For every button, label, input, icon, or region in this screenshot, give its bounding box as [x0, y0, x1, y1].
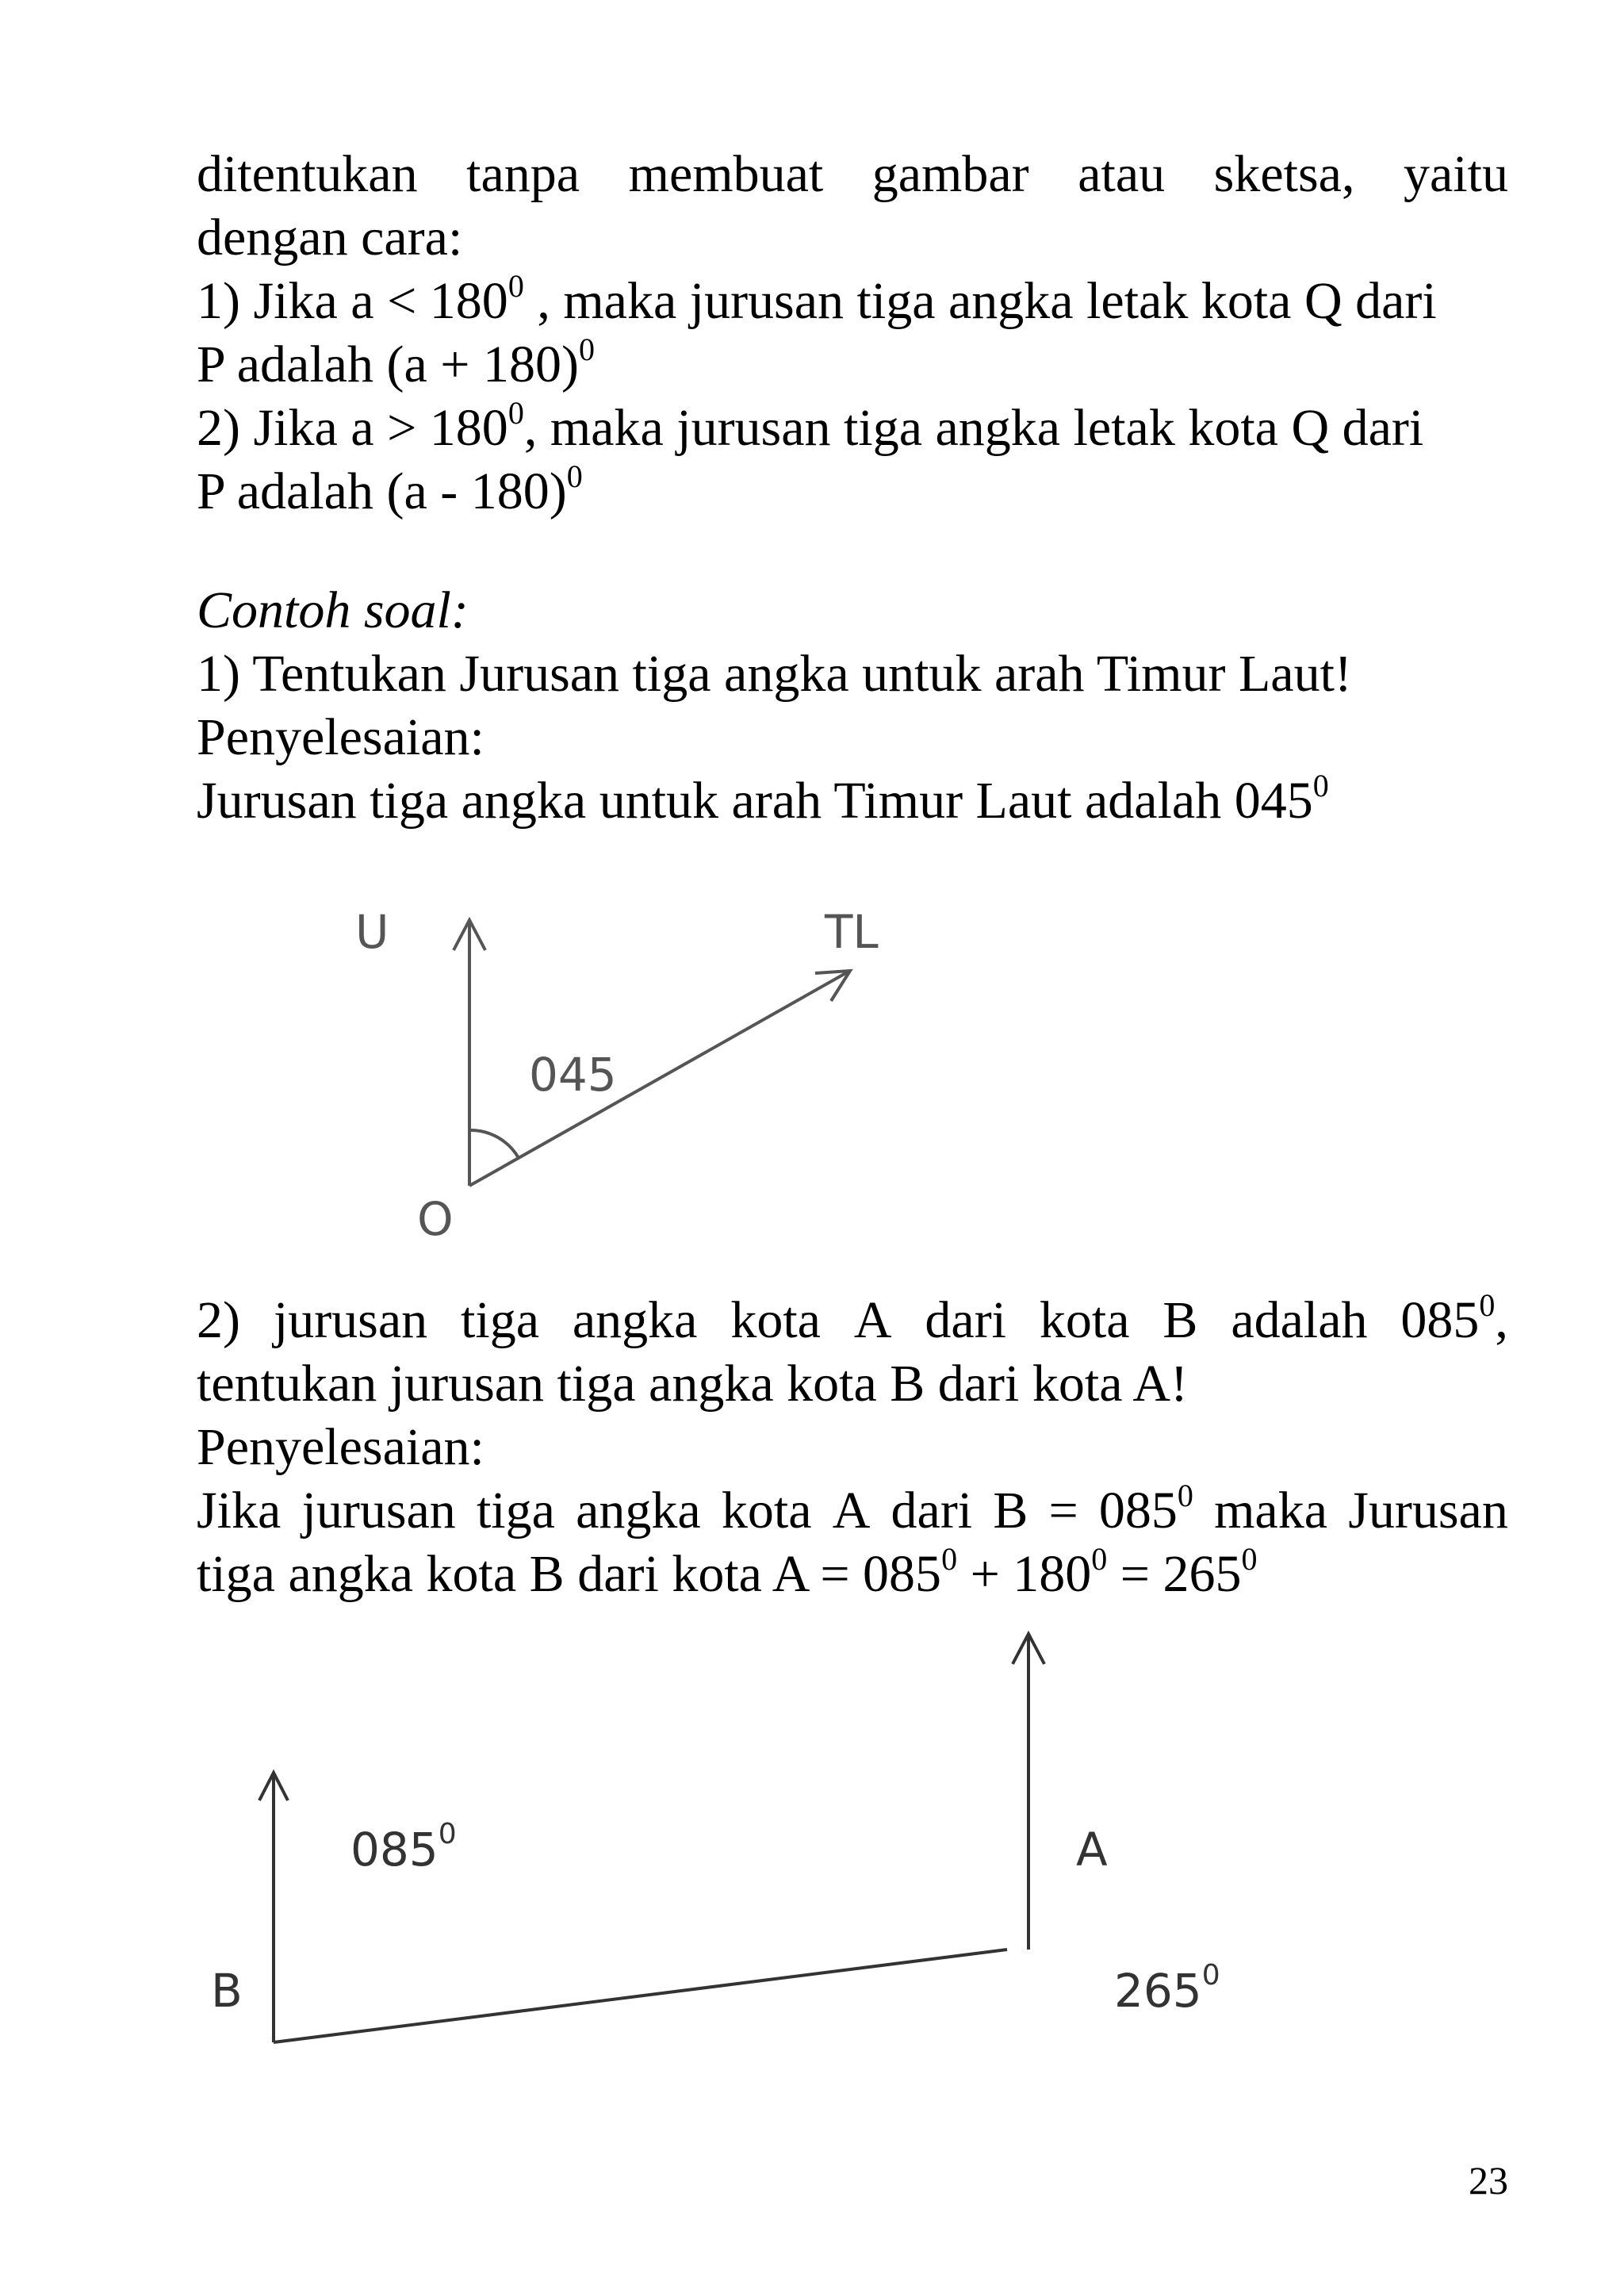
example-heading: Contoh soal: — [197, 581, 469, 639]
word: yaitu — [1403, 145, 1508, 203]
word: = — [1048, 1482, 1078, 1539]
rule-2-text-cont: , maka jurusan tiga angka letak kota Q dari — [523, 399, 1424, 457]
angle-label: 045 — [529, 1048, 617, 1102]
degree-sup: 0 — [1091, 1541, 1108, 1577]
word: tiga — [461, 1291, 539, 1349]
bearing-number: 085 — [1098, 1482, 1178, 1539]
word: sketsa, — [1213, 145, 1355, 203]
degree-sup: 0 — [566, 458, 583, 494]
angle-b-label — [350, 1818, 457, 1877]
angle-a-value: 265 — [1114, 1964, 1202, 2018]
word: jurusan — [301, 1482, 456, 1539]
northeast-label: TL — [825, 905, 879, 959]
page-number: 23 — [1469, 2158, 1508, 2203]
rule-2-result: P adalah (a - 180) — [197, 462, 567, 520]
word: adalah — [1231, 1291, 1368, 1349]
origin-label: O — [417, 1192, 454, 1246]
angle-b-degree: 0 — [438, 1818, 457, 1850]
rule-2-text: 2) Jika a > 180 — [197, 399, 508, 457]
degree-sup: 0 — [1241, 1541, 1258, 1577]
word: angka — [576, 1482, 701, 1539]
rule-1-text: 1) Jika a < 180 — [197, 272, 508, 330]
word: Jika — [197, 1482, 282, 1539]
word: A — [832, 1482, 871, 1539]
word: gambar — [871, 145, 1029, 203]
word: ditentukan — [197, 145, 418, 203]
degree-sup: 0 — [1479, 1287, 1496, 1323]
answer-text: tiga angka kota B dari kota A = 085 — [197, 1545, 942, 1603]
word: membuat — [628, 145, 824, 203]
word: dari — [891, 1482, 973, 1539]
degree-sup: 0 — [578, 332, 595, 367]
angle-b-value: 085 — [350, 1823, 439, 1877]
degree-sup: 0 — [1177, 1478, 1193, 1513]
word: B — [1162, 1291, 1198, 1349]
example-2-solution-label: Penyelesaian: — [197, 1418, 485, 1476]
word: tiga — [476, 1482, 555, 1539]
answer-text: = 265 — [1107, 1545, 1242, 1603]
word: kota — [730, 1291, 821, 1349]
north-label: U — [355, 905, 389, 959]
comma: , — [1495, 1291, 1508, 1349]
example-2-question-line-2: tentukan jurusan tiga angka kota B dari kota A! — [197, 1355, 1189, 1413]
answer-text: + 180 — [957, 1545, 1092, 1603]
angle-a-degree: 0 — [1201, 1959, 1220, 1992]
word: 2) — [197, 1291, 240, 1349]
degree-sup: 0 — [508, 268, 524, 304]
point-b-label: B — [211, 1964, 243, 2018]
word: maka — [1214, 1482, 1328, 1539]
bearing-number: 085 — [1400, 1291, 1480, 1349]
word: dari — [925, 1291, 1007, 1349]
word: Jurusan — [1348, 1482, 1508, 1539]
point-a-label: A — [1076, 1823, 1108, 1877]
word: tanpa — [466, 145, 580, 203]
example-1-solution-label: Penyelesaian: — [197, 708, 485, 766]
degree-sup: 0 — [941, 1541, 958, 1577]
rule-1-text-cont: , maka jurusan tiga angka letak kota Q dari — [523, 272, 1437, 330]
example-1-question: 1) Tentukan Jurusan tiga angka untuk arah Timur Laut! — [197, 645, 1352, 703]
word: B — [993, 1482, 1028, 1539]
degree-sup: 0 — [508, 395, 524, 431]
word: kota — [721, 1482, 812, 1539]
word: jurusan — [273, 1291, 428, 1349]
example-1-answer-text: Jurusan tiga angka untuk arah Timur Laut adalah 045 — [197, 772, 1313, 830]
b-to-a-line — [274, 1950, 1007, 2042]
intro-line-2: dengan cara: — [197, 209, 463, 266]
word: A — [853, 1291, 892, 1349]
word: kota — [1039, 1291, 1130, 1349]
rule-1-result: P adalah (a + 180) — [197, 335, 579, 393]
degree-sup: 0 — [1312, 768, 1329, 803]
word: atau — [1078, 145, 1166, 203]
word: angka — [572, 1291, 698, 1349]
angle-a-label — [1114, 1959, 1220, 2018]
